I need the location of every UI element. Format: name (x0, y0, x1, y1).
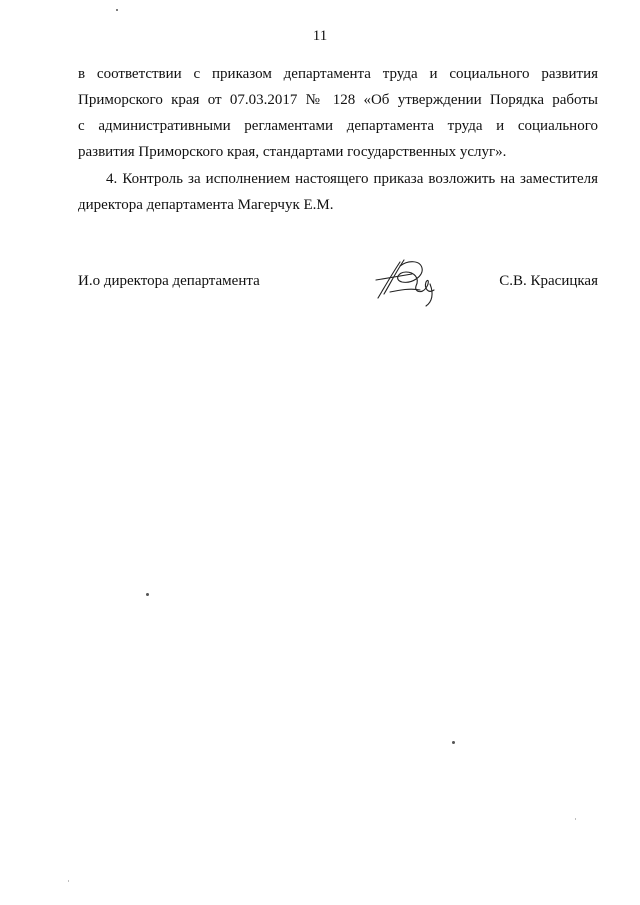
scan-speck (68, 880, 69, 882)
scan-speck (146, 593, 149, 596)
signature-block (78, 268, 598, 308)
position-title: И.о директора департамента (78, 273, 260, 289)
paragraph-continuation (78, 61, 598, 165)
paragraph-line: Приморского края от 07.03.2017 № 128 «Об утверждении Порядка работы (78, 92, 598, 108)
paragraph-line: 4. Контроль за исполнением настоящего приказа возложить на заместителя (106, 171, 598, 187)
signatory-name: С.В. Красицкая (499, 273, 598, 289)
paragraph-line: с административными регламентами департамента труда и социального (78, 118, 598, 134)
scan-speck (452, 741, 455, 744)
paragraph-line: в соответствии с приказом департамента труда и социального развития (78, 66, 598, 82)
scan-speck (116, 9, 118, 11)
paragraph-item-4 (78, 166, 598, 218)
handwritten-signature-icon (370, 254, 450, 308)
paragraph-line: директора департамента Магерчук Е.М. (78, 197, 334, 213)
scan-speck (575, 818, 576, 820)
page-number: 11 (312, 28, 328, 44)
paragraph-line: развития Приморского края, стандартами государственных услуг». (78, 144, 507, 160)
